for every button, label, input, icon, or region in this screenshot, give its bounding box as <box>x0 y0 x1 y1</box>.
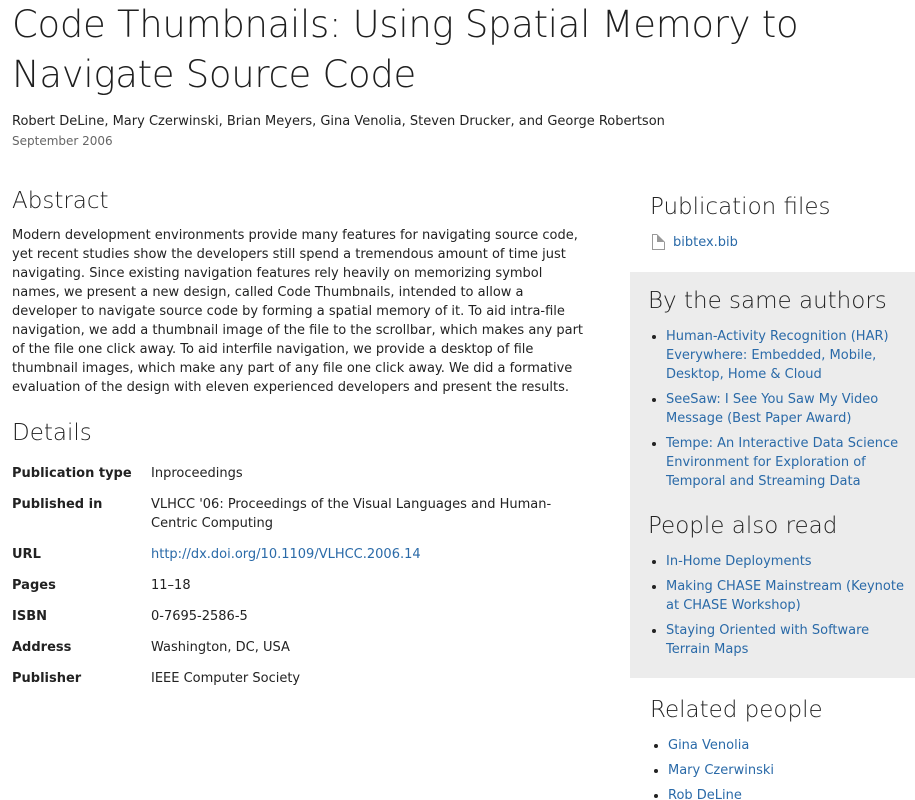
details-value: 0-7695-2586-5 <box>151 609 248 624</box>
details-row-address <box>12 638 587 657</box>
abstract-heading: Abstract <box>12 188 109 214</box>
related-people-list <box>632 736 915 800</box>
also-read-link[interactable]: In-Home Deployments <box>666 554 812 569</box>
list-item <box>666 621 915 659</box>
bibtex-file-label[interactable]: bibtex.bib <box>673 234 738 250</box>
related-person-link[interactable]: Rob DeLine <box>668 788 742 800</box>
details-row-published-in <box>12 495 587 533</box>
also-read-list <box>630 552 915 665</box>
related-people-heading: Related people <box>650 697 823 723</box>
also-read-heading: People also read <box>648 513 838 539</box>
details-table <box>12 464 587 700</box>
details-value: VLHCC '06: Proceedings of the Visual Languages and Human-Centric Computing <box>151 497 552 531</box>
file-icon <box>652 234 665 250</box>
details-row-pages <box>12 576 587 595</box>
publication-files-heading: Publication files <box>650 194 831 220</box>
also-read-link[interactable]: Staying Oriented with Software Terrain Maps <box>666 623 870 657</box>
details-value: Washington, DC, USA <box>151 640 290 655</box>
details-label: ISBN <box>12 609 47 624</box>
details-value: IEEE Computer Society <box>151 671 301 686</box>
list-item <box>668 786 915 800</box>
list-item <box>666 577 915 615</box>
details-heading: Details <box>12 420 92 446</box>
list-item <box>666 390 915 428</box>
related-person-link[interactable]: Mary Czerwinski <box>668 763 774 778</box>
publication-date: September 2006 <box>12 134 113 148</box>
list-item <box>668 761 915 780</box>
also-read-link[interactable]: Making CHASE Mainstream (Keynote at CHASE Workshop) <box>666 579 904 613</box>
same-authors-link[interactable]: Human-Activity Recognition (HAR) Everywhere: Embedded, Mobile, Desktop, Home & Cloud <box>666 329 889 382</box>
same-authors-link[interactable]: SeeSaw: I See You Saw My Video Message (Best Paper Award) <box>666 392 879 426</box>
details-row-url <box>12 545 587 564</box>
same-authors-list <box>630 327 915 497</box>
list-item <box>668 736 915 755</box>
abstract-text: Modern development environments provide many features for navigating source code, yet recent studies show the developers still spend a tremendous amount of time just navigating. Since existing navigation features rely heavily on memorizing symbol names, we present a new design, called Code Thumbnails, intended to allow a developer to navigate source code by forming a spatial memory of it. To aid intra-file navigation, we add a thumbnail image of the file to the scrollbar, which makes any part of the file one click away. To aid interfile navigation, we provide a desktop of file thumbnail images, which make any part of any file one click away. We did a formative evaluation of the design with eleven experienced developers and present the results. <box>12 228 584 395</box>
details-label: Publication type <box>12 466 132 481</box>
details-label: Pages <box>12 578 56 593</box>
list-item <box>666 552 915 571</box>
details-label: URL <box>12 547 41 562</box>
authors: Robert DeLine, Mary Czerwinski, Brian Meyers, Gina Venolia, Steven Drucker, and George Robertson <box>12 114 665 129</box>
list-item <box>666 327 915 384</box>
same-authors-link[interactable]: Tempe: An Interactive Data Science Environment for Exploration of Temporal and Streaming Data <box>666 436 899 489</box>
details-label: Published in <box>12 497 103 512</box>
doi-link[interactable]: http://dx.doi.org/10.1109/VLHCC.2006.14 <box>151 547 421 562</box>
same-authors-heading: By the same authors <box>648 288 887 314</box>
related-person-link[interactable]: Gina Venolia <box>668 738 750 753</box>
details-row-publisher <box>12 669 587 688</box>
details-label: Publisher <box>12 671 82 686</box>
details-row-isbn <box>12 607 587 626</box>
details-row-publication-type <box>12 464 587 483</box>
page-title: Code Thumbnails: Using Spatial Memory to Navigate Source Code <box>12 3 799 96</box>
list-item <box>666 434 915 491</box>
details-value: Inproceedings <box>151 466 243 481</box>
details-label: Address <box>12 640 72 655</box>
details-value: 11–18 <box>151 578 191 593</box>
bibtex-file-link[interactable] <box>652 234 738 250</box>
